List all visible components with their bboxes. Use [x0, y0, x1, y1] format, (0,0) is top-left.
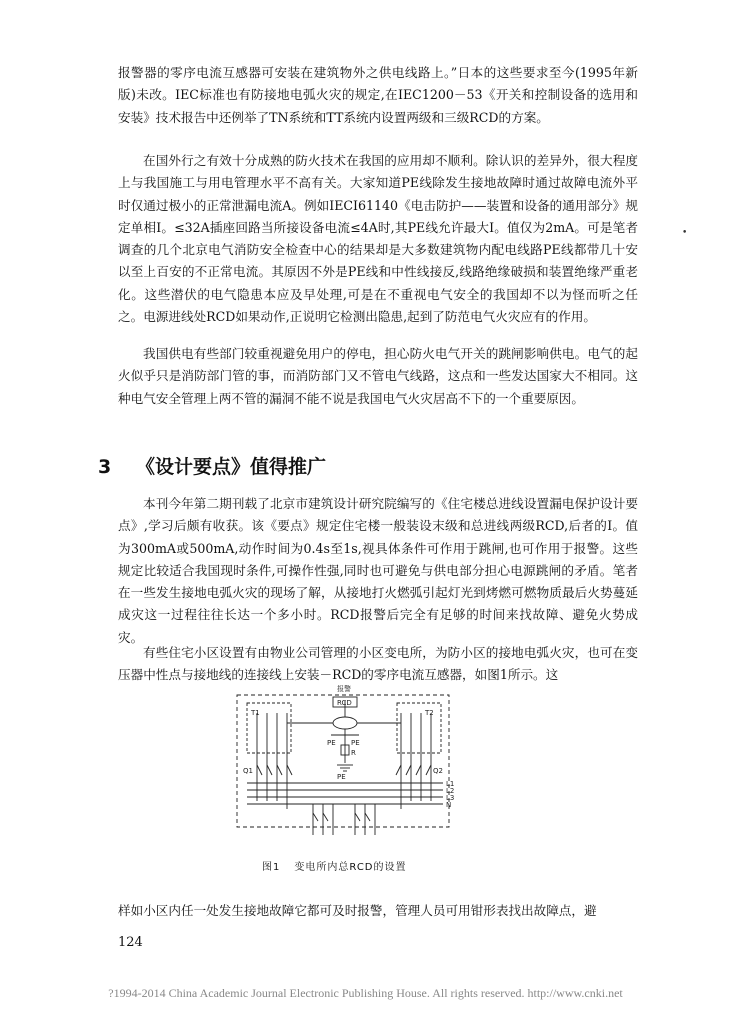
q1-label: Q1 [243, 767, 253, 775]
q2-label: Q2 [433, 767, 443, 775]
l3-label: L3 [446, 794, 455, 802]
section-title: 《设计要点》值得推广 [136, 456, 327, 478]
n-label: N [446, 801, 452, 809]
figure-number: 图1 [262, 862, 281, 873]
figure-caption-text: 变电所内总RCD的设置 [294, 862, 407, 873]
margin-mark: • [682, 228, 688, 238]
pe-bottom-label: PE [337, 773, 346, 781]
t2-label: T2 [425, 709, 434, 717]
paragraph-5: 有些住宅小区设置有由物业公司管理的小区变电所，为防小区的接地电弧火灾，也可在变压器中性点与接地线的连接线上安装－RCD的零序电流互感器，如图1所示。这 [118, 645, 638, 683]
paragraph-3: 我国供电有些部门较重视避免用户的停电，担心防火电气开关的跳闸影响供电。电气的起火似乎只是消防部门管的事，而消防部门又不管电气线路，这点和一些发达国家大不相同。这种电气安全管理上两不管的漏洞不能不说是我国电气火灾居高不下的一个重要原因。 [118, 346, 638, 406]
paragraph-4: 本刊今年第二期刊载了北京市建筑设计研究院编写的《住宅楼总进线设置漏电保护设计要点》,学习后颇有收获。该《要点》规定住宅楼一般装设末级和总进线两级RCD,后者的I。值为300mA或500mA,动作时间为0.4s至1s,视具体条件可作用于跳闸,也可作用于报警。这些规定比较适合我国现时条件,可操作性强,同时也可避免与供电部分担心电源跳闸的矛盾。笔者在一些发生接地电弧火灾的现场了解，从接地打火燃弧引起灯光到烤燃可燃物质最后火势蔓延成灾这一过程往往长达一个多小时。RCD报警后完全有足够的时间来找故障、避免火势成灾。 [118, 496, 638, 645]
circuit-diagram-figure [225, 683, 475, 845]
re-label: R [351, 749, 356, 757]
section-heading [98, 452, 326, 479]
paragraph-6: 样如小区内任一处发生接地故障它都可及时报警，管理人员可用钳形表找出故障点，避 [118, 903, 597, 918]
pe-right-label: PE [351, 739, 360, 747]
copyright-footer: ?1994-2014 China Academic Journal Electronic Publishing House. All rights reserved. http://www.cnki.net [108, 986, 623, 1000]
l1-label: L1 [446, 780, 455, 788]
t1-label: T1 [251, 709, 260, 717]
paragraph-1: 报警器的零序电流互感器可安装在建筑物外之供电线路上。”日本的这些要求至今(1995年新版)未改。IEC标准也有防接地电弧火灾的规定,在IEC1200－53《开关和控制设备的选用和安装》技术报告中还例举了TN系统和TT系统内设置两级和三级RCD的方案。 [118, 65, 638, 125]
figure-caption [262, 858, 407, 873]
pe-left-label: PE [327, 739, 336, 747]
l2-label: L2 [446, 787, 455, 795]
page-number: 124 [118, 935, 143, 950]
alarm-label: 报警 [337, 685, 351, 693]
section-number: 3 [98, 456, 112, 478]
rcd-label: RCD [337, 699, 352, 707]
paragraph-2: 在国外行之有效十分成熟的防火技术在我国的应用却不顺利。除认识的差异外，很大程度上与我国施工与用电管理水平不高有关。大家知道PE线除发生接地故障时通过故障电流外平时仅通过极小的正常泄漏电流A。例如IECI61140《电击防护——装置和设备的通用部分》规定单相I。≤32A插座回路当所接设备电流≤4A时,其PE线允许最大I。值仅为2mA。可是笔者调查的几个北京电气消防安全检查中心的结果却是大多数建筑物内配电线路PE线都带几十安以至上百安的不正常电流。其原因不外是PE线和中性线接反,线路绝缘破损和装置绝缘严重老化。这些潜伏的电气隐患本应及早处理,可是在不重视电气安全的我国却不以为怪而听之任之。电源进线处RCD如果动作,正说明它检测出隐患,起到了防范电气火灾应有的作用。 [118, 153, 638, 325]
